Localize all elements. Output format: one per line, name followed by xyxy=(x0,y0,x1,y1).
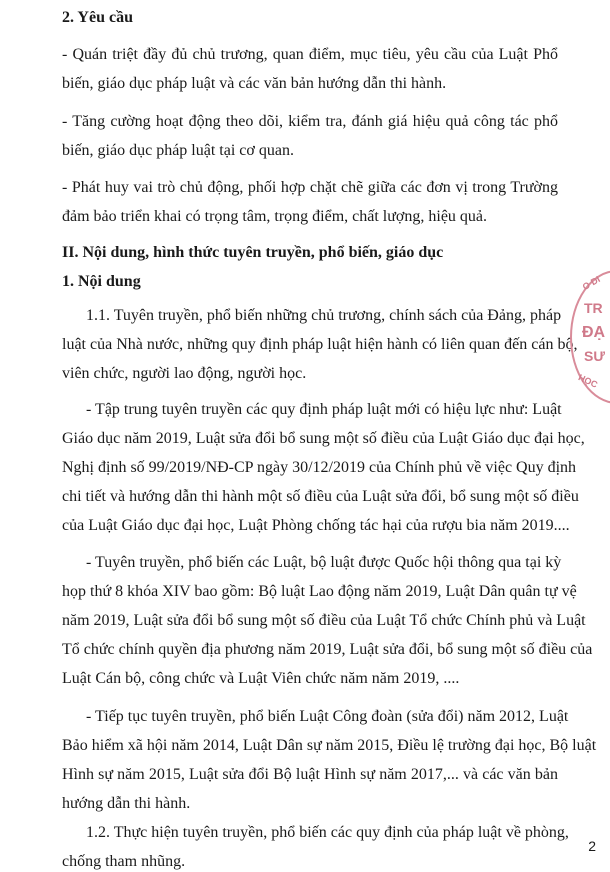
seal-text: ĐẠ xyxy=(582,324,606,341)
subheading-noi-dung: 1. Nội dung xyxy=(62,273,141,290)
text-line: năm 2019, Luật sửa đổi bổ sung một số điều của Luật Tổ chức Chính phủ và Luật xyxy=(62,612,586,629)
stamp-seal xyxy=(570,270,610,404)
text-line: - Tập trung tuyên truyền các quy định pháp luật mới có hiệu lực như: Luật xyxy=(86,401,562,418)
seal-text: O DI xyxy=(580,274,602,292)
text-line: của Luật Giáo dục đại học, Luật Phòng chống tác hại của rượu bia năm 2019.... xyxy=(62,517,570,534)
text-line: Luật Cán bộ, công chức và Luật Viên chức năm năm 2019, .... xyxy=(62,670,460,687)
text-line: - Tăng cường hoạt động theo dõi, kiểm tra, đánh giá hiệu quả công tác phổ xyxy=(62,113,558,130)
text-line: luật của Nhà nước, những quy định pháp luật hiện hành có liên quan đến cán bộ, xyxy=(62,336,578,353)
text-line: biến, giáo dục pháp luật và các văn bản hướng dẫn thi hành. xyxy=(62,75,447,92)
page-number: 2 xyxy=(588,838,596,854)
section-heading-yeu-cau: 2. Yêu cầu xyxy=(62,9,133,26)
text-line: chống tham nhũng. xyxy=(62,853,186,870)
seal-text: SƯ xyxy=(584,348,605,364)
text-line: Tổ chức chính quyền địa phương năm 2019, Luật sửa đổi, bổ sung một số điều của xyxy=(62,641,593,658)
text-line: Bảo hiểm xã hội năm 2014, Luật Dân sự năm 2015, Điều lệ trường đại học, Bộ luật xyxy=(62,737,597,754)
text-line: 1.2. Thực hiện tuyên truyền, phổ biến các quy định của pháp luật về phòng, xyxy=(86,824,569,841)
text-line: hướng dẫn thi hành. xyxy=(62,795,191,812)
text-line: - Tiếp tục tuyên truyền, phổ biến Luật Công đoàn (sửa đổi) năm 2012, Luật xyxy=(86,708,569,725)
text-line: biến, giáo dục pháp luật tại cơ quan. xyxy=(62,142,294,159)
text-line: 1.1. Tuyên truyền, phổ biến những chủ trương, chính sách của Đảng, pháp xyxy=(86,307,562,324)
text-line: đảm bảo triển khai có trọng tâm, trọng điểm, chất lượng, hiệu quả. xyxy=(62,208,488,225)
text-line: - Quán triệt đầy đủ chủ trương, quan điểm, mục tiêu, yêu cầu của Luật Phổ xyxy=(62,46,558,63)
text-line: Hình sự năm 2015, Luật sửa đổi Bộ luật Hình sự năm 2017,... và các văn bản xyxy=(62,766,558,783)
text-line: Giáo dục năm 2019, Luật sửa đổi bổ sung một số điều của Luật Giáo dục đại học, xyxy=(62,430,585,447)
text-line: viên chức, người lao động, người học. xyxy=(62,365,307,382)
text-line: Nghị định số 99/2019/NĐ-CP ngày 30/12/2019 của Chính phủ về việc Quy định xyxy=(62,459,577,476)
text-line: chi tiết và hướng dẫn thi hành một số điều của Luật sửa đổi, bổ sung một số điều xyxy=(62,488,579,505)
seal-text: HỌC xyxy=(576,372,600,390)
text-line: - Tuyên truyền, phổ biến các Luật, bộ luật được Quốc hội thông qua tại kỳ xyxy=(86,554,562,571)
seal-text: TR xyxy=(584,300,603,316)
text-line: - Phát huy vai trò chủ động, phối hợp chặt chẽ giữa các đơn vị trong Trường xyxy=(62,179,558,196)
section-heading-noi-dung-hinh-thuc: II. Nội dung, hình thức tuyên truyền, phổ biến, giáo dục xyxy=(62,244,444,261)
text-line: họp thứ 8 khóa XIV bao gồm: Bộ luật Lao động năm 2019, Luật Dân quân tự vệ xyxy=(62,583,577,600)
